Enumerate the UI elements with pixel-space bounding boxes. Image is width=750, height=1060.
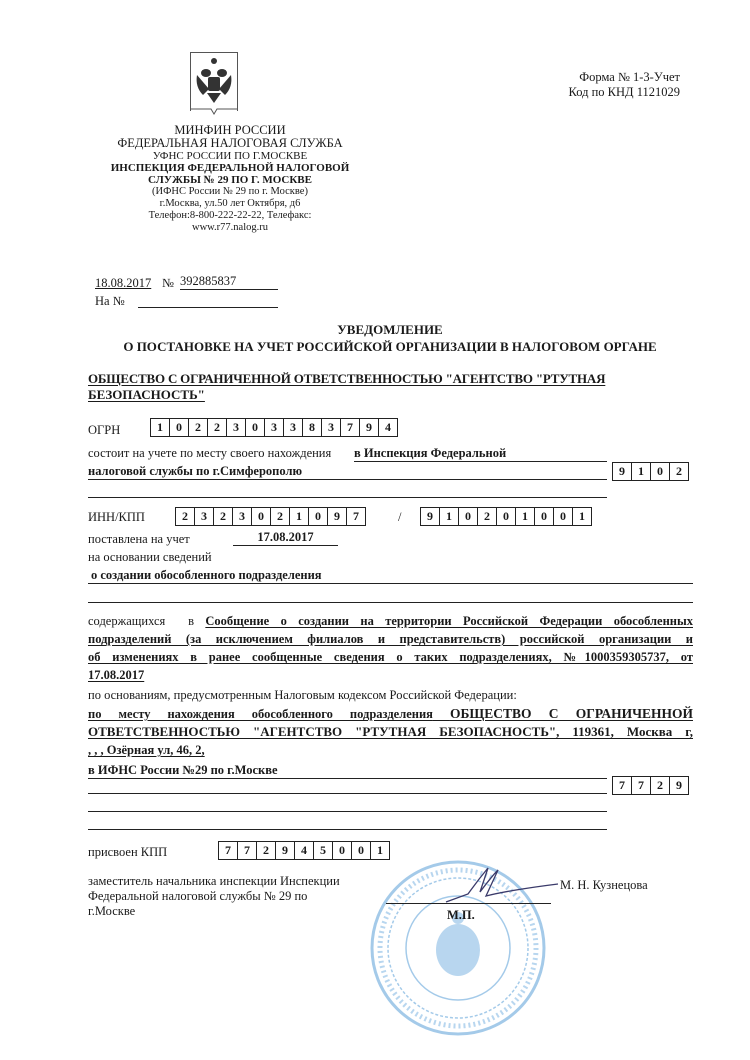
digit-cell: 0 [252, 508, 271, 525]
digit-cell: 7 [632, 777, 651, 794]
grounds-line1-bold: ОБЩЕСТВО С ОГРАНИЧЕННОЙ [449, 706, 693, 721]
doc-number: 392885837 [180, 274, 278, 290]
coat-of-arms-icon [190, 52, 238, 111]
doc-title: УВЕДОМЛЕНИЕ [337, 322, 443, 337]
digit-cell: 9 [360, 419, 379, 436]
digit-cell: 1 [377, 843, 383, 857]
digit-cell: 0 [333, 842, 352, 859]
ogrn-label: ОГРН [88, 423, 121, 437]
digit-cell: 3 [284, 419, 303, 436]
organization-name-line2: БЕЗОПАСНОСТЬ" [88, 387, 205, 402]
basis-value: о создании обособленного подразделения [91, 568, 322, 582]
digit-cell: 1 [579, 509, 585, 523]
digit-cell: 8 [303, 419, 322, 436]
digit-cell: 5 [314, 842, 333, 859]
contained-in-line1: Сообщение о создании на территории Российской Федерации обособленных [205, 614, 693, 628]
registered-authority-line1: в Инспекция Федеральной [354, 446, 507, 460]
grounds-label: по основаниям, предусмотренным Налоговым кодексом Российской Федерации: [88, 688, 517, 702]
doc-number-label: № [162, 276, 174, 290]
handwritten-signature-icon [440, 862, 560, 907]
registration-date-value: 17.08.2017 [233, 530, 338, 546]
digit-cell: 0 [352, 842, 371, 859]
issuer-inspection: ИНСПЕКЦИЯ ФЕДЕРАЛЬНОЙ НАЛОГОВОЙ [110, 162, 350, 174]
digit-cell: 7 [613, 777, 632, 794]
digit-cell: 3 [322, 419, 341, 436]
digit-cell: 2 [651, 777, 670, 794]
digit-cell: 2 [214, 508, 233, 525]
digit-cell: 1 [290, 508, 309, 525]
digit-cell: 2 [208, 419, 227, 436]
form-number: Форма № 1-3-Учет [579, 70, 680, 84]
stamp-label: М.П. [447, 908, 475, 922]
digit-cell: 9 [328, 508, 347, 525]
grounds-block [88, 705, 693, 759]
digit-cell: 0 [246, 419, 265, 436]
digit-cell: 1 [151, 419, 170, 436]
contained-in-block [88, 612, 693, 684]
signatory-position-line2: Федеральной налоговой службы № 29 по [88, 889, 308, 903]
digit-cell: 1 [440, 508, 459, 525]
assigned-kpp-label: присвоен КПП [88, 845, 168, 859]
inn-kpp-separator: / [398, 510, 402, 524]
digit-cell: 3 [265, 419, 284, 436]
digit-cell: 7 [353, 509, 359, 523]
issuer-website[interactable]: www.r77.nalog.ru [191, 222, 268, 233]
digit-cell: 3 [227, 419, 246, 436]
digit-cell: 3 [195, 508, 214, 525]
signatory-name: М. Н. Кузнецова [560, 878, 648, 892]
digit-cell: 7 [219, 842, 238, 859]
signatory-position [88, 874, 340, 919]
issuer-address: г.Москва, ул.50 лет Октября, д6 [159, 198, 301, 209]
target-authority-underline-3 [88, 811, 607, 812]
digit-cell: 4 [385, 420, 391, 434]
registration-date-label: поставлена на учет [88, 532, 190, 546]
target-authority-underline-2 [88, 793, 607, 794]
authority-underline-3 [88, 497, 607, 498]
issuer-service: ФЕДЕРАЛЬНАЯ НАЛОГОВАЯ СЛУЖБА [117, 136, 343, 150]
contained-in-line4: 17.08.2017 [88, 668, 145, 682]
registered-authority-line2: налоговой службы по г.Симферополю [88, 464, 303, 478]
digit-cell: 2 [676, 464, 682, 478]
doc-date: 18.08.2017 [95, 276, 152, 290]
digit-cell: 0 [459, 508, 478, 525]
ogrn-cells [150, 418, 398, 437]
digit-cell: 3 [233, 508, 252, 525]
contained-in-line3: об изменениях в ранее сообщенные сведения о таких подразделениях, №1000359305737, от [88, 650, 693, 664]
doc-subtitle: О ПОСТАНОВКЕ НА УЧЕТ РОССИЙСКОЙ ОРГАНИЗАЦИИ В НАЛОГОВОМ ОРГАНЕ [123, 339, 657, 354]
grounds-line1-normal: по месту нахождения обособленного подразделения [88, 707, 433, 721]
registered-authority-code [612, 462, 689, 481]
issuer-short-name: (ИФНС России № 29 по г. Москве) [152, 186, 308, 197]
digit-cell: 0 [651, 463, 670, 480]
grounds-line2: ОТВЕТСТВЕННОСТЬЮ "АГЕНТСТВО "РТУТНАЯ БЕЗОПАСНОСТЬ", 119361, Москва г, [88, 724, 693, 739]
target-authority-name: в ИФНС России №29 по г.Москве [88, 763, 278, 777]
digit-cell: 1 [632, 463, 651, 480]
basis-underline-2 [88, 602, 693, 603]
issuer-ministry: МИНФИН РОССИИ [174, 123, 286, 137]
digit-cell: 0 [170, 419, 189, 436]
signatory-position-line1: заместитель начальника инспекции Инспекции [88, 874, 340, 888]
signatory-position-line3: г.Москве [88, 904, 136, 918]
knd-code: Код по КНД 1121029 [568, 85, 680, 99]
digit-cell: 0 [554, 508, 573, 525]
digit-cell: 2 [478, 508, 497, 525]
digit-cell: 9 [421, 508, 440, 525]
digit-cell: 9 [276, 842, 295, 859]
digit-cell: 7 [341, 419, 360, 436]
target-authority-underline-1 [88, 778, 607, 779]
inn-kpp-label: ИНН/КПП [88, 510, 145, 524]
digit-cell: 9 [676, 778, 682, 792]
digit-cell: 2 [189, 419, 208, 436]
organization-name-line1: ОБЩЕСТВО С ОГРАНИЧЕННОЙ ОТВЕТСТВЕННОСТЬЮ "АГЕНТСТВО "РТУТНАЯ [88, 371, 606, 386]
form-info [520, 70, 680, 100]
issuer-phone: Телефон:8-800-222-22-22, Телефакс: [148, 210, 312, 221]
digit-cell: 9 [613, 463, 632, 480]
digit-cell: 2 [271, 508, 290, 525]
basis-underline [88, 583, 693, 584]
digit-cell: 2 [176, 508, 195, 525]
issuer-block [90, 124, 370, 234]
kpp-cells [420, 507, 592, 526]
digit-cell: 0 [535, 508, 554, 525]
authority-underline-1 [354, 461, 607, 462]
digit-cell: 4 [295, 842, 314, 859]
issuer-inspection-number: СЛУЖБЫ № 29 ПО Г. МОСКВЕ [148, 174, 312, 186]
ref-number-line [138, 307, 278, 308]
assigned-kpp-cells [218, 841, 390, 860]
digit-cell: 0 [497, 508, 516, 525]
issuer-regional: УФНС РОССИИ ПО Г.МОСКВЕ [152, 150, 308, 162]
target-authority-code [612, 776, 689, 795]
digit-cell: 7 [238, 842, 257, 859]
digit-cell: 1 [516, 508, 535, 525]
registered-at-prefix: состоит на учете по месту своего нахождения [88, 446, 332, 460]
inn-cells [175, 507, 366, 526]
basis-label: на основании сведений [88, 550, 212, 564]
target-authority-underline-4 [88, 829, 607, 830]
grounds-line3: , , , Озёрная ул, 46, 2, [88, 743, 205, 757]
contained-in-line2: подразделений (за исключением филиалов и представительств) российской организации и [88, 632, 693, 646]
digit-cell: 2 [257, 842, 276, 859]
authority-underline-2 [88, 479, 607, 480]
digit-cell: 0 [309, 508, 328, 525]
ref-number-label: На № [95, 294, 125, 308]
contained-in-prefix: содержащихся в [88, 614, 194, 628]
